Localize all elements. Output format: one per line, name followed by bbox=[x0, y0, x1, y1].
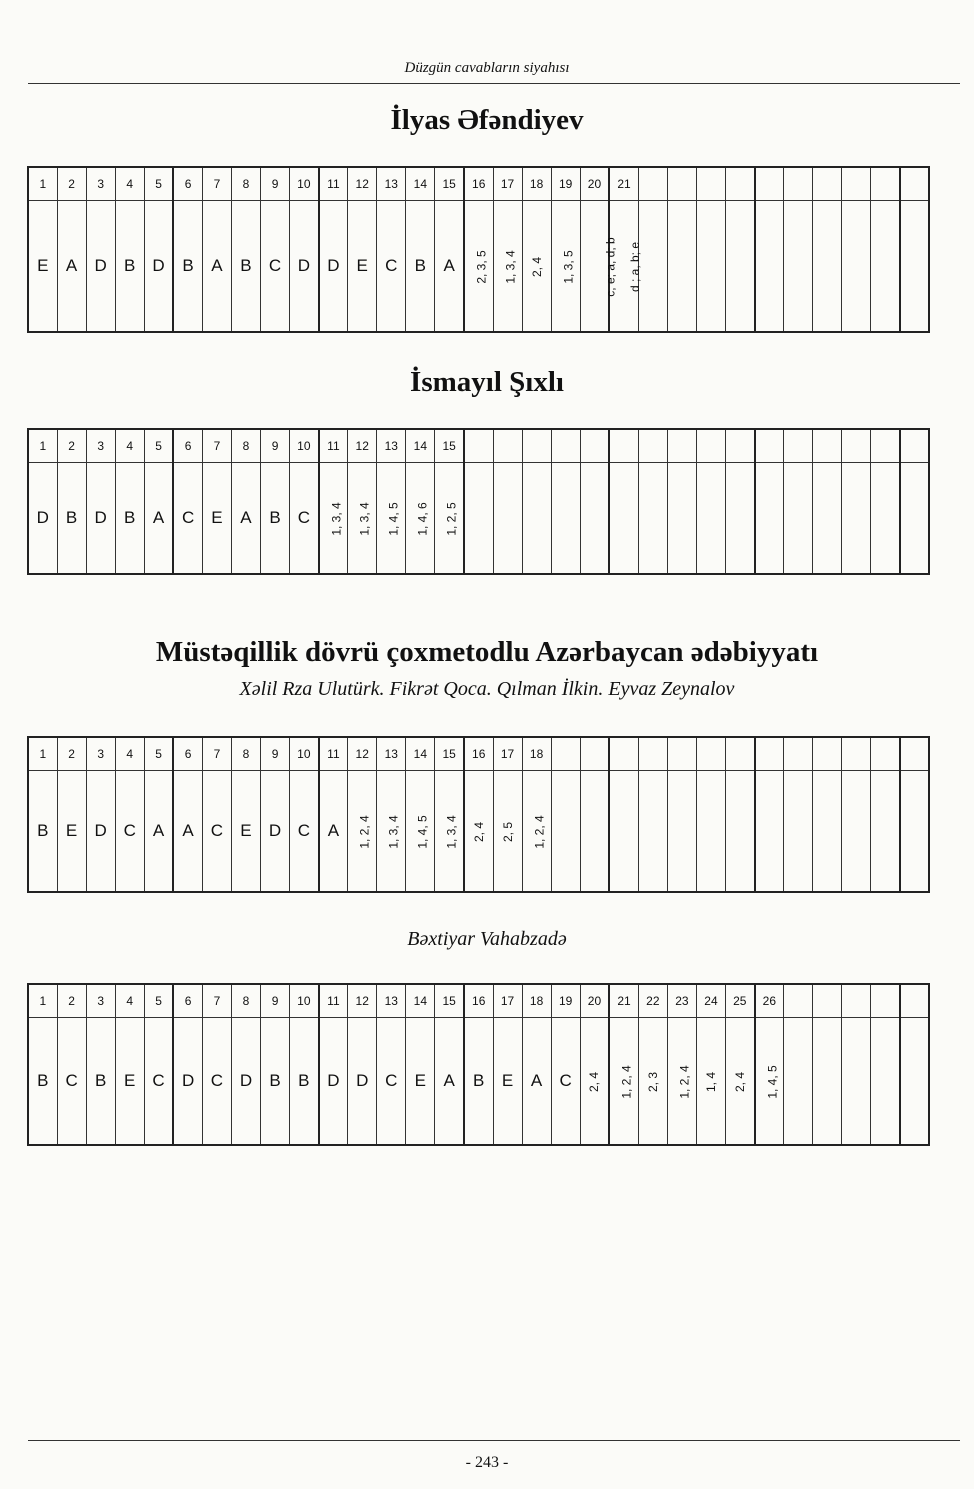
question-number-cell bbox=[609, 429, 638, 463]
question-number-cell: 9 bbox=[261, 429, 290, 463]
question-number-cell: 21 bbox=[609, 167, 638, 201]
answer-text: 2, 4 bbox=[471, 821, 486, 843]
question-number-cell: 1 bbox=[28, 167, 57, 201]
answer-table bbox=[27, 736, 930, 893]
answer-cell bbox=[726, 463, 755, 575]
answer-cell bbox=[842, 1018, 871, 1146]
answer-cell: C bbox=[290, 771, 319, 893]
question-number-cell: 6 bbox=[173, 984, 202, 1018]
answer-cell: D bbox=[261, 771, 290, 893]
answer-cell bbox=[580, 463, 609, 575]
answer-cell bbox=[348, 771, 377, 893]
answer-row bbox=[28, 771, 929, 893]
question-number-cell: 12 bbox=[348, 167, 377, 201]
question-number-cell: 20 bbox=[580, 984, 609, 1018]
answer-table bbox=[27, 428, 930, 575]
answer-cell bbox=[813, 771, 842, 893]
question-number-cell: 15 bbox=[435, 737, 464, 771]
question-number-row bbox=[28, 167, 929, 201]
question-number-cell: 22 bbox=[638, 984, 667, 1018]
section-subtitle-4: Bəxtiyar Vahabzadə bbox=[407, 928, 567, 950]
question-number-cell: 13 bbox=[377, 984, 406, 1018]
answer-cell: C bbox=[173, 463, 202, 575]
question-number-cell: 9 bbox=[261, 984, 290, 1018]
answer-cell bbox=[726, 1018, 755, 1146]
answer-cell bbox=[377, 463, 406, 575]
answer-cell: A bbox=[202, 201, 231, 333]
answer-cell: E bbox=[57, 771, 86, 893]
answer-text: 1, 3, 4 bbox=[445, 815, 460, 849]
answer-cell: D bbox=[86, 201, 115, 333]
answer-text: 1, 3, 5 bbox=[561, 250, 576, 284]
running-head: Düzgün cavabların siyahısı bbox=[404, 60, 570, 76]
question-number-cell: 13 bbox=[377, 429, 406, 463]
answer-cell bbox=[784, 463, 813, 575]
answer-cell bbox=[726, 201, 755, 333]
answer-cell: B bbox=[290, 1018, 319, 1146]
answer-cell bbox=[377, 771, 406, 893]
section-subtitle-3: Xəlil Rza Ulutürk. Fikrət Qoca. Qılman İlkin. Eyvaz Zeynalov bbox=[239, 678, 735, 700]
answer-cell: A bbox=[231, 463, 260, 575]
section-title-3: Müstəqillik dövrü çoxmetodlu Azərbaycan ədəbiyyatı bbox=[155, 636, 819, 668]
question-number-cell: 12 bbox=[348, 429, 377, 463]
answer-cell bbox=[551, 771, 580, 893]
header-rule bbox=[28, 83, 960, 84]
answer-cell: E bbox=[493, 1018, 522, 1146]
question-number-cell: 13 bbox=[377, 167, 406, 201]
answer-text: 1, 3, 4 bbox=[357, 502, 372, 536]
question-number-cell: 15 bbox=[435, 167, 464, 201]
answer-cell: B bbox=[464, 1018, 493, 1146]
question-number-row bbox=[28, 984, 929, 1018]
question-number-cell bbox=[726, 167, 755, 201]
question-number-cell: 7 bbox=[202, 429, 231, 463]
answer-cell: B bbox=[57, 463, 86, 575]
question-number-cell: 8 bbox=[231, 167, 260, 201]
answer-text: 1, 2, 4 bbox=[677, 1065, 692, 1099]
answer-cell bbox=[406, 771, 435, 893]
answer-cell: C bbox=[377, 1018, 406, 1146]
answer-cell: B bbox=[406, 201, 435, 333]
question-number-cell: 2 bbox=[57, 984, 86, 1018]
answer-cell: E bbox=[348, 201, 377, 333]
question-number-cell: 19 bbox=[551, 984, 580, 1018]
answer-text: 1, 2, 4 bbox=[357, 815, 372, 849]
answer-text: 1, 4 bbox=[703, 1071, 718, 1093]
answer-cell bbox=[667, 463, 696, 575]
answer-text: 2, 4 bbox=[529, 256, 544, 278]
question-number-cell: 15 bbox=[435, 429, 464, 463]
answer-cell: D bbox=[319, 201, 348, 333]
question-number-cell bbox=[696, 429, 725, 463]
question-number-cell: 1 bbox=[28, 737, 57, 771]
answer-text: 2, 5 bbox=[500, 821, 515, 843]
question-number-cell: 11 bbox=[319, 167, 348, 201]
answer-sheet-2 bbox=[27, 428, 930, 575]
answer-cell bbox=[842, 771, 871, 893]
question-number-cell: 3 bbox=[86, 167, 115, 201]
answer-cell bbox=[696, 1018, 725, 1146]
question-number-cell: 14 bbox=[406, 737, 435, 771]
answer-cell bbox=[464, 463, 493, 575]
answer-cell bbox=[726, 771, 755, 893]
answer-text: 1, 2, 5 bbox=[445, 502, 460, 536]
question-number-cell bbox=[842, 984, 871, 1018]
question-number-cell bbox=[842, 167, 871, 201]
question-number-cell: 9 bbox=[261, 167, 290, 201]
question-number-cell bbox=[580, 737, 609, 771]
question-number-cell: 16 bbox=[464, 167, 493, 201]
question-number-cell: 4 bbox=[115, 737, 144, 771]
answer-cell: B bbox=[28, 1018, 57, 1146]
question-number-cell: 8 bbox=[231, 429, 260, 463]
answer-cell bbox=[871, 463, 900, 575]
answer-cell bbox=[813, 201, 842, 333]
answer-cell bbox=[522, 201, 551, 333]
answer-text: c, e; a, d; b bbox=[603, 237, 618, 297]
answer-cell: B bbox=[115, 201, 144, 333]
answer-cell: A bbox=[144, 463, 173, 575]
question-number-cell: 17 bbox=[493, 984, 522, 1018]
question-number-cell bbox=[784, 984, 813, 1018]
answer-text: 2, 4 bbox=[732, 1071, 747, 1093]
answer-cell: C bbox=[261, 201, 290, 333]
question-number-cell: 18 bbox=[522, 737, 551, 771]
question-number-cell bbox=[842, 737, 871, 771]
answer-text: 1, 4, 5 bbox=[386, 502, 401, 536]
question-number-cell: 6 bbox=[173, 429, 202, 463]
answer-cell bbox=[638, 201, 667, 333]
page-number: - 243 - bbox=[465, 1454, 509, 1471]
question-number-cell bbox=[842, 429, 871, 463]
question-number-cell: 17 bbox=[493, 737, 522, 771]
answer-cell bbox=[842, 463, 871, 575]
answer-row bbox=[28, 463, 929, 575]
answer-cell bbox=[493, 463, 522, 575]
answer-cell: C bbox=[202, 1018, 231, 1146]
answer-cell: D bbox=[86, 771, 115, 893]
answer-cell bbox=[667, 1018, 696, 1146]
question-number-cell: 10 bbox=[290, 167, 319, 201]
question-number-cell: 23 bbox=[667, 984, 696, 1018]
answer-cell bbox=[522, 463, 551, 575]
answer-cell bbox=[696, 201, 725, 333]
answer-cell: C bbox=[551, 1018, 580, 1146]
question-number-cell bbox=[464, 429, 493, 463]
answer-cell: D bbox=[86, 463, 115, 575]
question-number-cell: 14 bbox=[406, 429, 435, 463]
answer-cell bbox=[609, 463, 638, 575]
question-number-cell: 5 bbox=[144, 737, 173, 771]
answer-cell bbox=[551, 201, 580, 333]
question-number-cell bbox=[871, 167, 900, 201]
answer-cell: B bbox=[28, 771, 57, 893]
question-number-cell bbox=[813, 429, 842, 463]
answer-sheet-4 bbox=[27, 983, 930, 1146]
answer-cell: D bbox=[173, 1018, 202, 1146]
question-number-cell: 3 bbox=[86, 984, 115, 1018]
question-number-row bbox=[28, 429, 929, 463]
answer-cell bbox=[435, 463, 464, 575]
answer-cell: B bbox=[86, 1018, 115, 1146]
question-number-cell bbox=[667, 429, 696, 463]
question-number-cell: 2 bbox=[57, 167, 86, 201]
answer-cell: C bbox=[377, 201, 406, 333]
question-number-cell: 17 bbox=[493, 167, 522, 201]
question-number-cell bbox=[784, 167, 813, 201]
question-number-cell bbox=[784, 429, 813, 463]
answer-text: 1, 4, 5 bbox=[415, 815, 430, 849]
answer-table bbox=[27, 983, 930, 1146]
answer-text: 1, 4, 5 bbox=[765, 1065, 780, 1099]
question-number-cell: 18 bbox=[522, 984, 551, 1018]
answer-cell bbox=[609, 771, 638, 893]
question-number-cell: 1 bbox=[28, 429, 57, 463]
question-number-cell: 9 bbox=[261, 737, 290, 771]
answer-cell: D bbox=[348, 1018, 377, 1146]
answer-cell: E bbox=[406, 1018, 435, 1146]
answer-cell: E bbox=[231, 771, 260, 893]
answer-cell: D bbox=[290, 201, 319, 333]
answer-cell bbox=[522, 771, 551, 893]
answer-cell bbox=[580, 771, 609, 893]
answer-cell: D bbox=[144, 201, 173, 333]
answer-row bbox=[28, 1018, 929, 1146]
question-number-cell: 5 bbox=[144, 984, 173, 1018]
question-number-cell: 21 bbox=[609, 984, 638, 1018]
answer-sheet-3 bbox=[27, 736, 930, 893]
question-number-cell: 2 bbox=[57, 429, 86, 463]
question-number-cell: 3 bbox=[86, 737, 115, 771]
question-number-cell bbox=[667, 167, 696, 201]
answer-cell bbox=[755, 463, 784, 575]
question-number-cell: 12 bbox=[348, 737, 377, 771]
question-number-cell: 3 bbox=[86, 429, 115, 463]
section-title-2: İsmayıl Şıxlı bbox=[410, 366, 564, 398]
answer-cell bbox=[784, 771, 813, 893]
question-number-cell: 11 bbox=[319, 984, 348, 1018]
answer-cell bbox=[493, 771, 522, 893]
question-number-cell: 18 bbox=[522, 167, 551, 201]
answer-text: 2, 3, 5 bbox=[474, 250, 489, 284]
answer-cell bbox=[464, 201, 493, 333]
answer-cell bbox=[784, 201, 813, 333]
answer-cell: C bbox=[115, 771, 144, 893]
question-number-cell: 20 bbox=[580, 167, 609, 201]
answer-cell: C bbox=[202, 771, 231, 893]
question-number-cell: 12 bbox=[348, 984, 377, 1018]
question-number-cell bbox=[871, 984, 900, 1018]
question-number-cell: 11 bbox=[319, 737, 348, 771]
answer-cell: A bbox=[57, 201, 86, 333]
question-number-cell bbox=[726, 429, 755, 463]
question-number-cell: 4 bbox=[115, 984, 144, 1018]
answer-cell bbox=[900, 771, 929, 893]
question-number-cell bbox=[580, 429, 609, 463]
question-number-cell bbox=[900, 737, 929, 771]
question-number-cell: 8 bbox=[231, 984, 260, 1018]
answer-cell bbox=[667, 771, 696, 893]
answer-cell bbox=[755, 771, 784, 893]
question-number-cell bbox=[900, 984, 929, 1018]
answer-cell bbox=[871, 201, 900, 333]
answer-sheet-1 bbox=[27, 166, 930, 333]
answer-cell: A bbox=[435, 1018, 464, 1146]
question-number-cell bbox=[638, 167, 667, 201]
answer-cell: A bbox=[319, 771, 348, 893]
answer-cell bbox=[871, 771, 900, 893]
answer-cell: A bbox=[435, 201, 464, 333]
answer-cell: B bbox=[231, 201, 260, 333]
question-number-cell: 24 bbox=[696, 984, 725, 1018]
answer-text: 1, 2, 4 bbox=[532, 815, 547, 849]
answer-cell: B bbox=[115, 463, 144, 575]
answer-cell bbox=[638, 1018, 667, 1146]
answer-cell bbox=[493, 201, 522, 333]
question-number-cell bbox=[900, 429, 929, 463]
question-number-cell: 14 bbox=[406, 984, 435, 1018]
answer-cell bbox=[406, 463, 435, 575]
answer-cell bbox=[319, 463, 348, 575]
question-number-cell: 5 bbox=[144, 167, 173, 201]
question-number-cell bbox=[813, 984, 842, 1018]
answer-cell bbox=[435, 771, 464, 893]
answer-cell: B bbox=[173, 201, 202, 333]
question-number-cell bbox=[755, 167, 784, 201]
answer-text: 1, 2, 4 bbox=[619, 1065, 634, 1099]
answer-cell bbox=[755, 1018, 784, 1146]
question-number-cell bbox=[638, 737, 667, 771]
answer-cell: D bbox=[319, 1018, 348, 1146]
answer-row bbox=[28, 201, 929, 333]
answer-cell: D bbox=[231, 1018, 260, 1146]
question-number-cell: 14 bbox=[406, 167, 435, 201]
question-number-cell bbox=[784, 737, 813, 771]
question-number-cell: 7 bbox=[202, 737, 231, 771]
answer-cell bbox=[580, 1018, 609, 1146]
answer-cell: A bbox=[522, 1018, 551, 1146]
question-number-cell bbox=[696, 167, 725, 201]
answer-cell bbox=[696, 463, 725, 575]
question-number-cell: 7 bbox=[202, 167, 231, 201]
question-number-cell: 13 bbox=[377, 737, 406, 771]
question-number-cell bbox=[667, 737, 696, 771]
answer-cell bbox=[580, 201, 618, 333]
answer-cell bbox=[696, 771, 725, 893]
section-title-1: İlyas Əfəndiyev bbox=[390, 104, 584, 136]
question-number-cell bbox=[493, 429, 522, 463]
answer-cell bbox=[813, 463, 842, 575]
answer-cell bbox=[638, 771, 667, 893]
answer-cell: B bbox=[261, 1018, 290, 1146]
question-number-cell: 4 bbox=[115, 167, 144, 201]
question-number-cell: 6 bbox=[173, 167, 202, 201]
answer-cell bbox=[900, 201, 929, 333]
question-number-cell: 10 bbox=[290, 737, 319, 771]
answer-cell bbox=[871, 1018, 900, 1146]
question-number-cell: 6 bbox=[173, 737, 202, 771]
question-number-cell bbox=[813, 167, 842, 201]
answer-text: 1, 3, 4 bbox=[329, 502, 344, 536]
answer-cell bbox=[900, 463, 929, 575]
question-number-cell bbox=[551, 737, 580, 771]
question-number-row bbox=[28, 737, 929, 771]
answer-text: 2, 3 bbox=[645, 1071, 660, 1093]
answer-cell bbox=[638, 463, 667, 575]
question-number-cell: 2 bbox=[57, 737, 86, 771]
answer-cell: C bbox=[290, 463, 319, 575]
question-number-cell bbox=[871, 737, 900, 771]
question-number-cell bbox=[726, 737, 755, 771]
answer-cell bbox=[755, 201, 784, 333]
question-number-cell bbox=[609, 737, 638, 771]
answer-cell bbox=[900, 1018, 929, 1146]
question-number-cell: 16 bbox=[464, 984, 493, 1018]
answer-cell bbox=[464, 771, 493, 893]
answer-cell: E bbox=[202, 463, 231, 575]
answer-cell: E bbox=[28, 201, 57, 333]
answer-cell: D bbox=[28, 463, 57, 575]
question-number-cell: 11 bbox=[319, 429, 348, 463]
question-number-cell bbox=[522, 429, 551, 463]
question-number-cell bbox=[696, 737, 725, 771]
footer-rule bbox=[28, 1440, 960, 1441]
answer-cell: B bbox=[261, 463, 290, 575]
answer-cell: C bbox=[144, 1018, 173, 1146]
question-number-cell bbox=[755, 737, 784, 771]
question-number-cell: 5 bbox=[144, 429, 173, 463]
question-number-cell: 4 bbox=[115, 429, 144, 463]
answer-cell: C bbox=[57, 1018, 86, 1146]
question-number-cell: 26 bbox=[755, 984, 784, 1018]
question-number-cell: 7 bbox=[202, 984, 231, 1018]
answer-cell bbox=[667, 201, 696, 333]
answer-text: d ; a, b; e bbox=[628, 241, 643, 293]
question-number-cell: 1 bbox=[28, 984, 57, 1018]
answer-text: 1, 3, 4 bbox=[503, 250, 518, 284]
question-number-cell: 25 bbox=[726, 984, 755, 1018]
question-number-cell bbox=[755, 429, 784, 463]
answer-text: 1, 3, 4 bbox=[386, 815, 401, 849]
answer-cell bbox=[813, 1018, 842, 1146]
answer-cell bbox=[348, 463, 377, 575]
question-number-cell bbox=[871, 429, 900, 463]
question-number-cell bbox=[900, 167, 929, 201]
question-number-cell: 8 bbox=[231, 737, 260, 771]
question-number-cell bbox=[638, 429, 667, 463]
answer-cell bbox=[784, 1018, 813, 1146]
answer-cell bbox=[609, 1018, 638, 1146]
question-number-cell: 10 bbox=[290, 984, 319, 1018]
answer-cell: E bbox=[115, 1018, 144, 1146]
question-number-cell: 10 bbox=[290, 429, 319, 463]
answer-cell: A bbox=[144, 771, 173, 893]
question-number-cell bbox=[813, 737, 842, 771]
answer-cell: A bbox=[173, 771, 202, 893]
question-number-cell: 15 bbox=[435, 984, 464, 1018]
question-number-cell: 16 bbox=[464, 737, 493, 771]
question-number-cell bbox=[551, 429, 580, 463]
answer-table bbox=[27, 166, 930, 333]
answer-text: 2, 4 bbox=[587, 1071, 602, 1093]
question-number-cell: 19 bbox=[551, 167, 580, 201]
answer-cell bbox=[551, 463, 580, 575]
answer-cell bbox=[842, 201, 871, 333]
answer-text: 1, 4, 6 bbox=[415, 502, 430, 536]
